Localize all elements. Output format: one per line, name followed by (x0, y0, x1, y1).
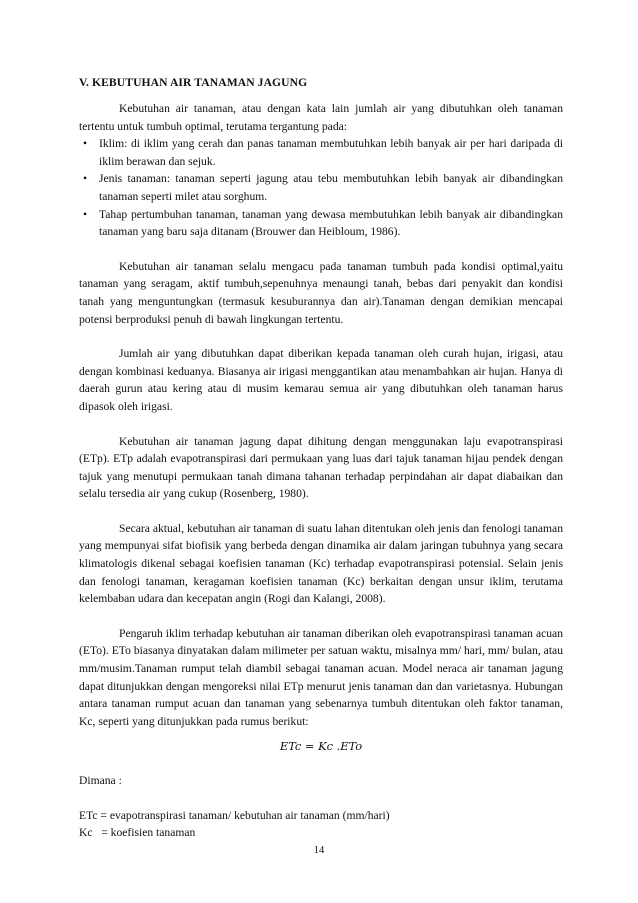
paragraph: Kebutuhan air tanaman selalu mengacu pada tanaman tumbuh pada kondisi optimal,yaitu tanaman yang seragam, aktif tumbuh,sepenuhnya menaungi tanah, bebas dari penyakit dan kondisi tanah yang menguntungkan (termasuk kesuburannya dan air).Tanaman dengan demikian mencapai potensi berproduksi penuh di bawah lingkungan tertentu. (79, 259, 563, 326)
list-item: • Jenis tanaman: tanaman seperti jagung atau tebu membutuhkan lebih banyak air dibandingkan tanaman seperti milet atau sorghum. (79, 170, 563, 205)
bullet-icon: • (82, 207, 88, 221)
list-item: • Tahap pertumbuhan tanaman, tanaman yang dewasa membutuhkan lebih banyak air dibandingkan tanaman yang baru saja ditanam (Brouwer dan Heibloum, 1986). (79, 206, 563, 241)
paragraph: Kebutuhan air tanaman jagung dapat dihitung dengan menggunakan laju evapotranspirasi (ETp). ETp adalah evapotranspirasi dari permukaan yang luas dari tajuk tanaman hijau pendek dengan tajuk yang menutupi permukaan tanah dimana tahanan terhadap perpindahan air dapat diabaikan dan selalu tersedia air yang cukup (Rosenberg, 1980). (79, 434, 563, 501)
definition-etc: ETc = evapotranspirasi tanaman/ kebutuhan air tanaman (mm/hari) (79, 808, 390, 822)
formula: ETc = Kc .ETo (279, 739, 363, 754)
dimana-label: Dimana : (79, 774, 122, 787)
paragraph: Jumlah air yang dibutuhkan dapat diberikan kepada tanaman oleh curah hujan, irigasi, atau dengan kombinasi keduanya. Biasanya air irigasi menggantikan atau menambahkan air hujan. Hanya di daerah gurun atau kering atau di musim kemarau semua air yang dibutuhkan oleh tanaman harus dipasok oleh irigasi. (79, 347, 563, 413)
bullet-icon: • (82, 172, 88, 186)
paragraph: Secara aktual, kebutuhan air tanaman di suatu lahan ditentukan oleh jenis dan fenologi tanaman yang mempunyai sifat biofisik yang berbeda dengan dinamika air dalam jaringan tubuhnya yang secara klimatologis dikenal sebagai koefisien tanaman (Kc) terhadap evapotranspirasi potensial. Selain jenis dan fenologi tanaman, keragaman koefisien tanaman (Kc) berkaitan dengan unsur iklim, terutama kelembaban udara dan kecepatan angin (Rogi dan Kalangi, 2008). (79, 521, 563, 606)
page-number: 14 (313, 845, 325, 856)
section-heading: V. KEBUTUHAN AIR TANAMAN JAGUNG (79, 76, 308, 89)
list-item: • Iklim: di iklim yang cerah dan panas tanaman membutuhkan lebih banyak air per hari daripada di iklim berawan dan sejuk. (79, 135, 563, 170)
page-body (79, 100, 563, 842)
factor-list (79, 135, 563, 241)
bullet-icon: • (82, 137, 88, 151)
paragraph: Pengaruh iklim terhadap kebutuhan air tanaman diberikan oleh evapotranspirasi tanaman acuan (ETo). ETo biasanya dinyatakan dalam milimeter per satuan waktu, misalnya mm/ hari, mm/ bulan, atau mm/musim.Tanaman rumput telah diambil sebagai tanaman acuan. Model neraca air tanaman jagung dapat ditunjukkan dengan mengoreksi nilai ETp menurut jenis tanaman dan dan varietasnya. Hubungan antara tanaman rumput acuan dan tanaman yang sebenarnya tumbuh ditentukan oleh faktor tanaman, Kc, seperti yang ditunjukkan pada rumus berikut: (79, 626, 563, 728)
intro-paragraph: Kebutuhan air tanaman, atau dengan kata lain jumlah air yang dibutuhkan oleh tanaman tertentu untuk tumbuh optimal, terutama tergantung pada: (79, 102, 563, 133)
definition-kc: Kc = koefisien tanaman (79, 826, 196, 840)
